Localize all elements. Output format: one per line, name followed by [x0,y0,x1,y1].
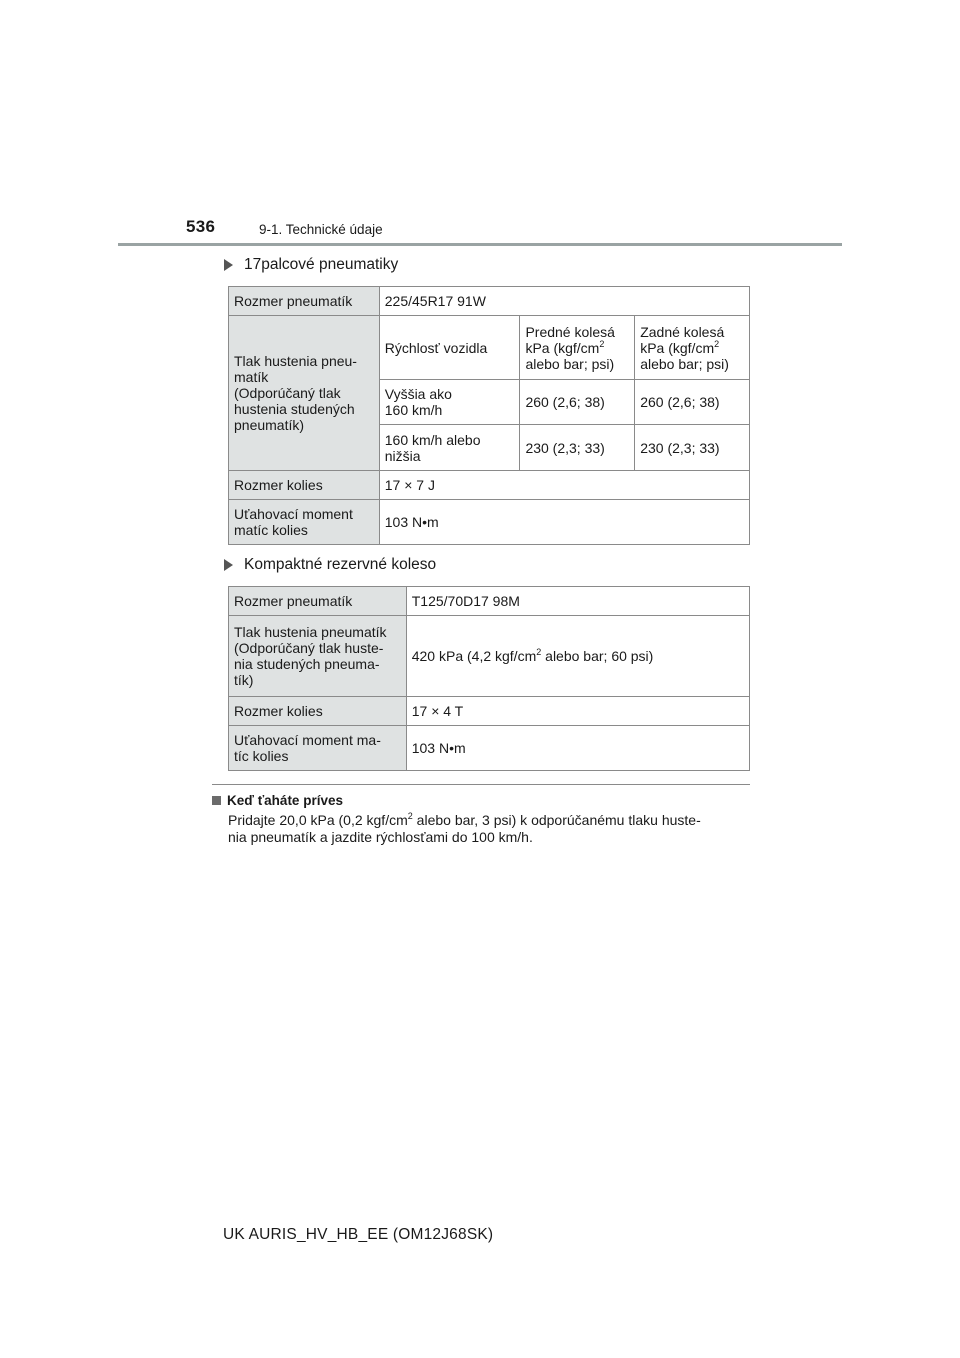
rear-wheels-header [635,316,750,380]
rear-pressure-cell: 260 (2,6; 38) [635,380,750,425]
superscript: 2 [714,338,720,349]
pressure-value-tail: alebo bar; 60 psi) [541,648,654,664]
front-wheels-header [520,316,635,380]
rear-pressure-cell: 230 (2,3; 33) [635,425,750,471]
table-row [229,616,750,697]
wheel-size-label: Rozmer kolies [229,697,407,726]
torque-label: Uťahovací moment matíc kolies [229,500,380,545]
note-heading [212,793,343,808]
front-header-text-tail: alebo bar; psi) [525,355,615,372]
pressure-value-text: 420 kPa (4,2 kgf/cm [411,648,537,664]
speed-cell: 160 km/h alebo nižšia [379,425,520,471]
front-pressure-cell: 260 (2,6; 38) [520,380,635,425]
section-divider [212,784,750,785]
superscript: 2 [599,338,605,349]
subhead-spare-wheel [222,556,436,574]
note-title: Keď ťaháte príves [227,793,343,808]
section-title: 9-1. Technické údaje [259,222,383,237]
wheel-size-value: 17 × 4 T [406,697,749,726]
front-pressure-cell: 230 (2,3; 33) [520,425,635,471]
subhead-label: 17palcové pneumatiky [244,256,399,273]
triangle-bullet-icon [224,559,233,571]
torque-value: 103 N•m [379,500,749,545]
table-row [229,587,750,616]
front-header-text: Predné kolesá kPa (kgf/cm [525,323,615,356]
tire-size-label: Rozmer pneumatík [229,587,407,616]
note-body-text: Pridajte 20,0 kPa (0,2 kgf/cm [228,812,408,828]
superscript: 2 [536,647,542,657]
tire-spec-table-spare [228,586,750,771]
note-body-tail: alebo bar, 3 psi) k odporúčanému tlaku huste- nia pneumatík a jazdite rýchlosťami do 100 km/h. [228,812,701,845]
torque-value: 103 N•m [406,726,749,771]
tire-size-value: 225/45R17 91W [379,287,749,316]
subhead-label: Kompaktné rezervné koleso [244,556,437,573]
rear-header-text: Zadné kolesá kPa (kgf/cm [640,323,725,356]
rear-header-text-tail: alebo bar; psi) [640,355,729,372]
square-bullet-icon [212,796,221,805]
wheel-size-label: Rozmer kolies [229,471,380,500]
pressure-label: Tlak hustenia pneumatík (Odporúčaný tlak huste- nia studených pneuma- tík) [229,616,407,697]
table-row [229,726,750,771]
speed-cell: Vyššia ako 160 km/h [379,380,520,425]
triangle-bullet-icon [224,259,233,271]
superscript: 2 [407,811,413,821]
table-row [229,287,750,316]
note-body [228,812,758,846]
table-row [229,500,750,545]
table-row [229,316,750,380]
pressure-label: Tlak hustenia pneu- matík (Odporúčaný tlak hustenia studených pneumatík) [229,316,380,471]
tire-size-label: Rozmer pneumatík [229,287,380,316]
header-rule [118,243,842,246]
table-row [229,697,750,726]
footer-code: UK AURIS_HV_HB_EE (OM12J68SK) [223,1226,494,1243]
page-number: 536 [186,217,216,236]
wheel-size-value: 17 × 7 J [379,471,749,500]
pressure-value [406,616,749,697]
subhead-17-inch-tires [222,256,398,274]
table-row [229,471,750,500]
speed-header: Rýchlosť vozidla [379,316,520,380]
tire-spec-table-17 [228,286,750,545]
tire-size-value: T125/70D17 98M [406,587,749,616]
torque-label: Uťahovací moment ma- tíc kolies [229,726,407,771]
